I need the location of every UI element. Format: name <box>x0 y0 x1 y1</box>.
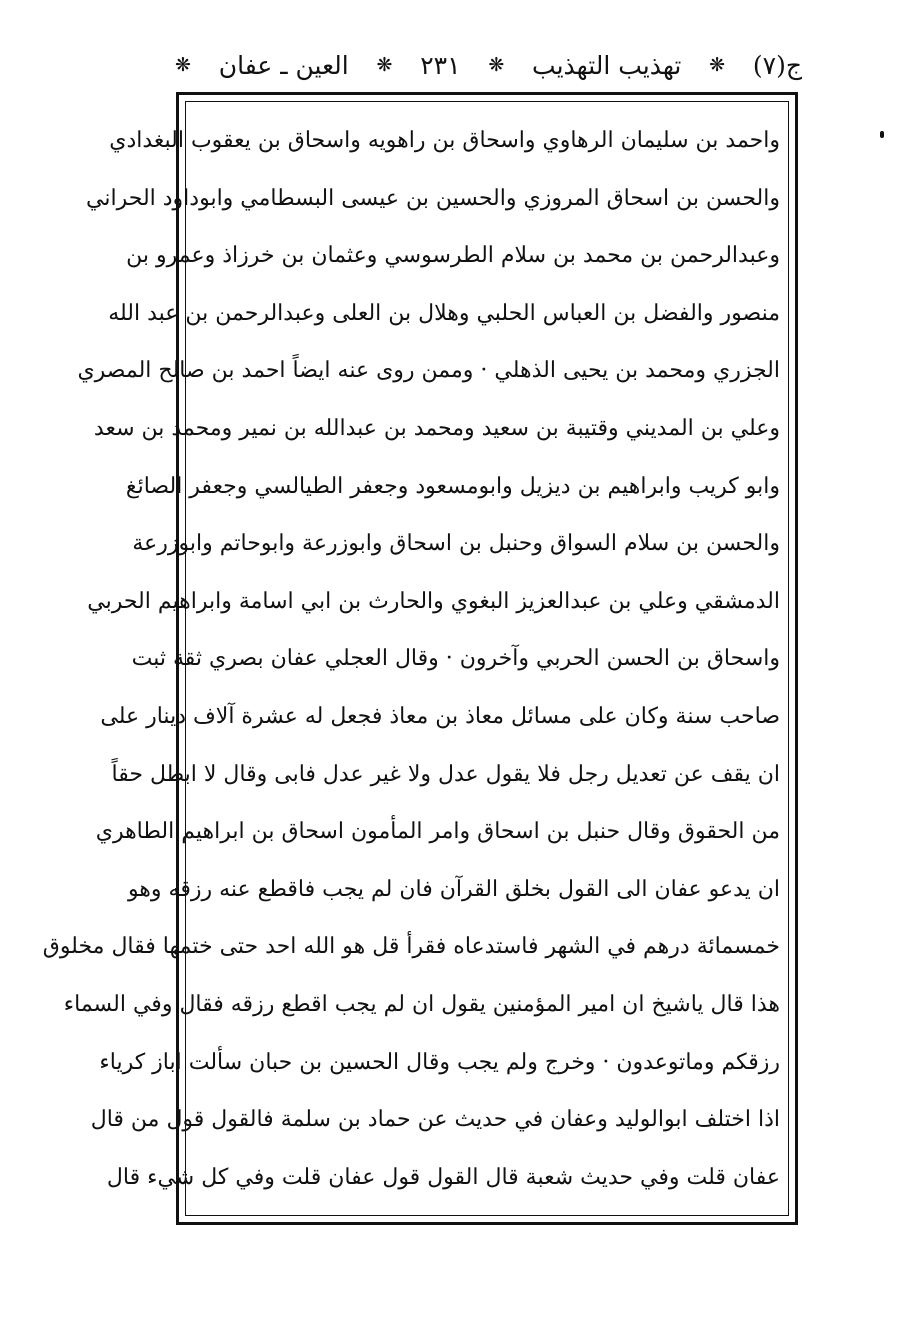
text-line: وابو كريب وابراهيم بن ديزيل وابومسعود وجعفر الطيالسي وجعفر الصائغ <box>125 473 780 499</box>
text-line: من الحقوق وقال حنبل بن اسحاق وامر المأمون اسحاق بن ابراهيم الطاهري <box>95 819 780 845</box>
text-line: ان يقف عن تعديل رجل فلا يقول عدل ولا غير عدل فابى وقال لا ابطل حقاً <box>111 761 780 787</box>
text-line: ان يدعو عفان الى القول بخلق القرآن فان لم يجب فاقطع عنه رزقه وهو <box>127 876 780 902</box>
running-header <box>172 44 802 86</box>
ornament-icon: ❋ <box>175 54 191 76</box>
text-line: والحسن بن سلام السواق وحنبل بن اسحاق وابوزرعة وابوحاتم وابوزرعة <box>132 531 780 557</box>
text-line: وعبدالرحمن بن محمد بن سلام الطرسوسي وعثمان بن خرزاذ وعمرو بن <box>126 243 780 269</box>
section-title: العين ـ عفان <box>218 50 349 80</box>
text-line: رزقكم وماتوعدون · وخرج ولم يجب وقال الحسين بن حبان سألت اباز كرياء <box>99 1049 780 1075</box>
text-line: الجزري ومحمد بن يحيى الذهلي · وممن روى عنه ايضاً احمد بن صالح المصري <box>77 358 780 384</box>
margin-mark <box>880 131 884 138</box>
text-line: صاحب سنة وكان على مسائل معاذ بن معاذ فجعل له عشرة آلاف دينار على <box>100 703 780 729</box>
text-line: هذا قال ياشيخ ان امير المؤمنين يقول ان لم يجب اقطع رزقه فقال وفي السماء <box>63 991 780 1017</box>
page-number: ٢٣١ <box>420 50 461 80</box>
ornament-icon: ❋ <box>709 54 726 76</box>
book-title: تهذيب التهذيب <box>532 50 682 80</box>
text-line: منصور والفضل بن العباس الحلبي وهلال بن العلى وعبدالرحمن بن عبد الله <box>108 300 780 326</box>
text-line: خمسمائة درهم في الشهر فاستدعاه فقرأ قل هو الله احد حتى ختمها فقال مخلوق <box>42 934 780 960</box>
text-line: واسحاق بن الحسن الحربي وآخرون · وقال العجلي عفان بصري ثقة ثبت <box>131 646 780 672</box>
volume-label: ج(٧) <box>752 50 802 80</box>
ornament-icon: ❋ <box>488 54 505 76</box>
text-line: اذا اختلف ابوالوليد وعفان في حديث عن حماد بن سلمة فالقول قول من قال <box>90 1107 780 1133</box>
ornament-icon: ❋ <box>376 54 393 76</box>
text-line: عفان قلت وفي حديث شعبة قال القول قول عفان قلت وفي كل شيء قال <box>106 1164 780 1190</box>
main-text <box>42 112 780 1206</box>
text-line: والحسن بن اسحاق المروزي والحسين بن عيسى البسطامي وابوداود الحراني <box>86 185 780 211</box>
text-line: واحمد بن سليمان الرهاوي واسحاق بن راهويه واسحاق بن يعقوب البغدادي <box>109 128 780 153</box>
text-line: وعلي بن المديني وقتيبة بن سعيد ومحمد بن عبدالله بن نمير ومحمد بن سعد <box>93 415 780 441</box>
text-line: الدمشقي وعلي بن عبدالعزيز البغوي والحارث بن ابي اسامة وابراهيم الحربي <box>87 588 780 614</box>
